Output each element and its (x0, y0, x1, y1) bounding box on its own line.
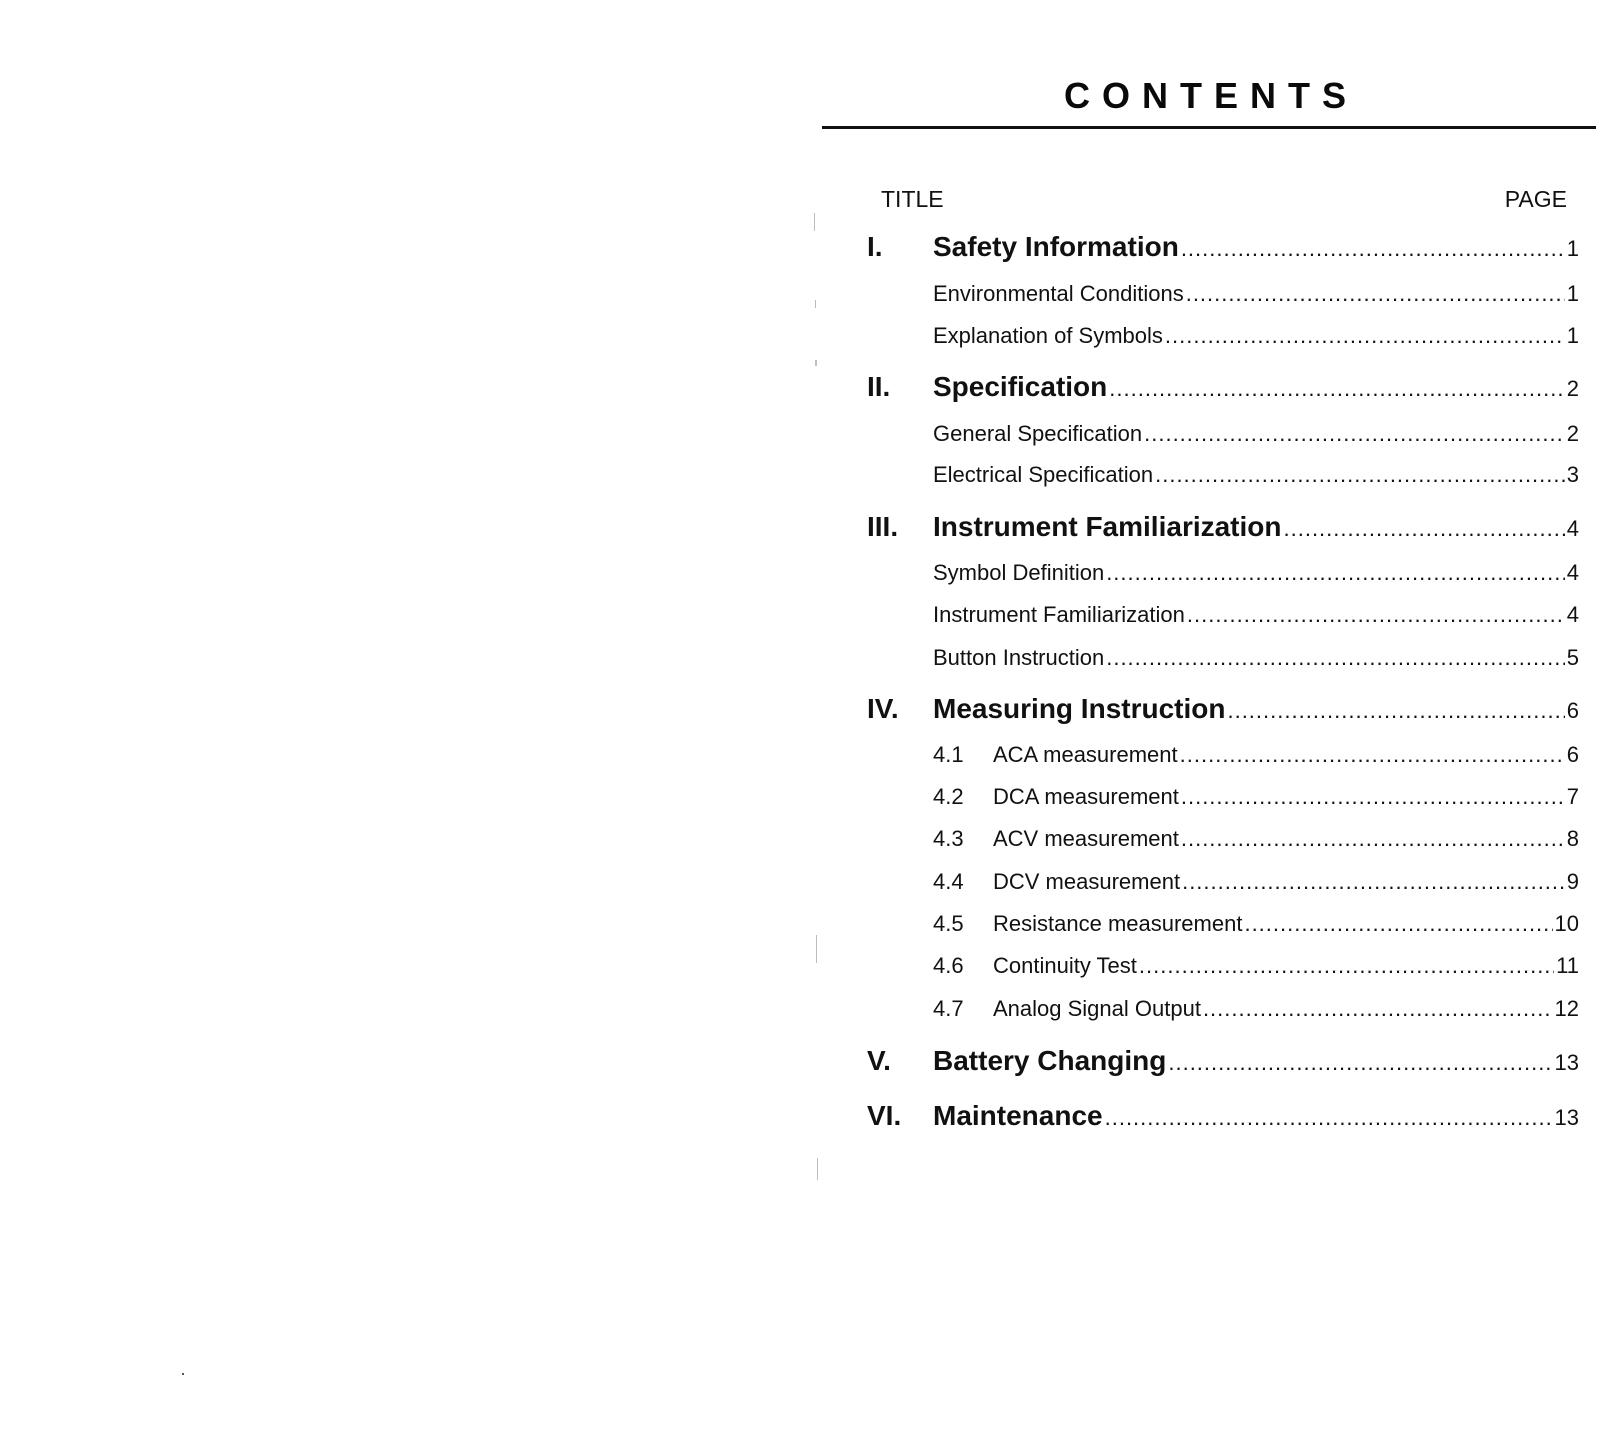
dot-leader (1109, 372, 1564, 406)
toc-section-title: Instrument Familiarization (933, 511, 1282, 542)
toc-page-number: 2 (1566, 376, 1579, 401)
dot-leader (1187, 601, 1565, 629)
toc-entry-title: Symbol Definition (933, 560, 1105, 585)
toc-entry-number: 4.6 (933, 953, 964, 978)
toc-entry-symbol-definition (867, 559, 1579, 587)
toc-entry-number: 4.1 (933, 742, 964, 767)
toc-entry-title: Instrument Familiarization (933, 602, 1185, 627)
column-header-title: TITLE (881, 186, 944, 212)
dot-leader (1181, 783, 1565, 811)
toc-page-number: 12 (1554, 996, 1579, 1021)
toc-page-number: 1 (1566, 281, 1579, 306)
toc-section-instrument-familiarization (867, 510, 1579, 546)
toc-section-number: II. (867, 371, 891, 402)
title-rule (822, 126, 1596, 129)
contents-page (822, 0, 1600, 1435)
toc-section-battery-changing (867, 1044, 1579, 1080)
toc-page-number: 1 (1566, 236, 1579, 261)
scan-artifact (815, 360, 817, 366)
toc-entry-button-instruction (867, 644, 1579, 672)
toc-entry-instrument-familiarization (867, 601, 1579, 629)
toc-entry-dca-measurement (867, 783, 1579, 811)
toc-page-number: 1 (1566, 323, 1579, 348)
toc-entry-number: 4.2 (933, 784, 964, 809)
toc-page-number: 2 (1566, 421, 1579, 446)
toc-entry-title: ACV measurement (993, 826, 1179, 851)
toc-entry-acv-measurement (867, 825, 1579, 853)
dot-leader (1182, 868, 1565, 896)
toc-section-maintenance (867, 1099, 1579, 1135)
dot-leader (1181, 232, 1565, 266)
dot-leader (1106, 559, 1565, 587)
column-header-page: PAGE (1504, 186, 1567, 212)
toc-section-title: Battery Changing (933, 1045, 1167, 1076)
dot-leader (1284, 512, 1565, 546)
toc-entry-continuity-test (867, 952, 1579, 980)
toc-section-number: VI. (867, 1100, 902, 1131)
toc-section-measuring-instruction (867, 692, 1579, 728)
toc-entry-title: Explanation of Symbols (933, 323, 1163, 348)
toc-page-number: 10 (1554, 911, 1579, 936)
dot-leader (1105, 1101, 1553, 1135)
dot-leader (1244, 910, 1552, 938)
toc-entry-title: Electrical Specification (933, 462, 1154, 487)
toc-page-number: 4 (1566, 560, 1579, 585)
toc-entry-electrical-specification (867, 461, 1579, 489)
dot-leader (1186, 280, 1565, 308)
toc-entry-number: 4.5 (933, 911, 964, 936)
toc-entry-title: General Specification (933, 421, 1143, 446)
toc-section-safety-information (867, 230, 1579, 266)
toc-section-number: V. (867, 1045, 891, 1076)
toc-page-number: 8 (1566, 826, 1579, 851)
toc-entry-number: 4.3 (933, 826, 964, 851)
toc-page-number: 6 (1566, 742, 1579, 767)
dot-leader (1165, 322, 1565, 350)
toc-section-title: Maintenance (933, 1100, 1103, 1131)
toc-section-number: III. (867, 511, 899, 542)
toc-page-number: 5 (1566, 645, 1579, 670)
toc-entry-environmental-conditions (867, 280, 1579, 308)
toc-section-number: IV. (867, 693, 899, 724)
toc-entry-number: 4.7 (933, 996, 964, 1021)
scan-artifact (814, 213, 815, 231)
dot-leader (1168, 1046, 1552, 1080)
toc-entry-title: Environmental Conditions (933, 281, 1184, 306)
toc-entry-title: Resistance measurement (993, 911, 1243, 936)
toc-section-title: Specification (933, 371, 1108, 402)
toc-page-number: 13 (1554, 1050, 1579, 1075)
toc-entry-resistance-measurement (867, 910, 1579, 938)
toc-entry-title: Button Instruction (933, 645, 1105, 670)
toc-entry-title: DCV measurement (993, 869, 1181, 894)
toc-page-number: 7 (1566, 784, 1579, 809)
toc-section-specification (867, 370, 1579, 406)
scan-artifact (815, 300, 816, 308)
toc-entry-title: Analog Signal Output (993, 996, 1201, 1021)
dot-leader (1227, 694, 1564, 728)
toc-entry-title: Continuity Test (993, 953, 1137, 978)
page-title: CONTENTS (1064, 75, 1358, 116)
scan-artifact (817, 1158, 818, 1180)
toc-page-number: 6 (1566, 698, 1579, 723)
toc-page-number: 4 (1566, 516, 1579, 541)
toc-page-number: 9 (1566, 869, 1579, 894)
toc-page-number: 3 (1566, 462, 1579, 487)
dot-leader (1139, 952, 1554, 980)
toc-entry-number: 4.4 (933, 869, 964, 894)
scan-artifact (816, 935, 817, 963)
toc-section-number: I. (867, 231, 883, 262)
toc-entry-analog-signal-output (867, 995, 1579, 1023)
toc-section-title: Safety Information (933, 231, 1179, 262)
dot-leader (1106, 644, 1565, 672)
toc-entry-dcv-measurement (867, 868, 1579, 896)
toc-section-title: Measuring Instruction (933, 693, 1226, 724)
toc-entry-title: DCA measurement (993, 784, 1179, 809)
toc-entry-title: ACA measurement (993, 742, 1178, 767)
toc-page-number: 13 (1554, 1105, 1579, 1130)
toc-entry-general-specification (867, 420, 1579, 448)
toc-page-number: 4 (1566, 602, 1579, 627)
dot-leader (1203, 995, 1553, 1023)
toc-entry-explanation-of-symbols (867, 322, 1579, 350)
scan-artifact (182, 1373, 184, 1375)
toc-entry-aca-measurement (867, 741, 1579, 769)
dot-leader (1155, 461, 1565, 489)
dot-leader (1181, 825, 1565, 853)
dot-leader (1180, 741, 1565, 769)
dot-leader (1144, 420, 1565, 448)
toc-page-number: 11 (1556, 953, 1579, 978)
